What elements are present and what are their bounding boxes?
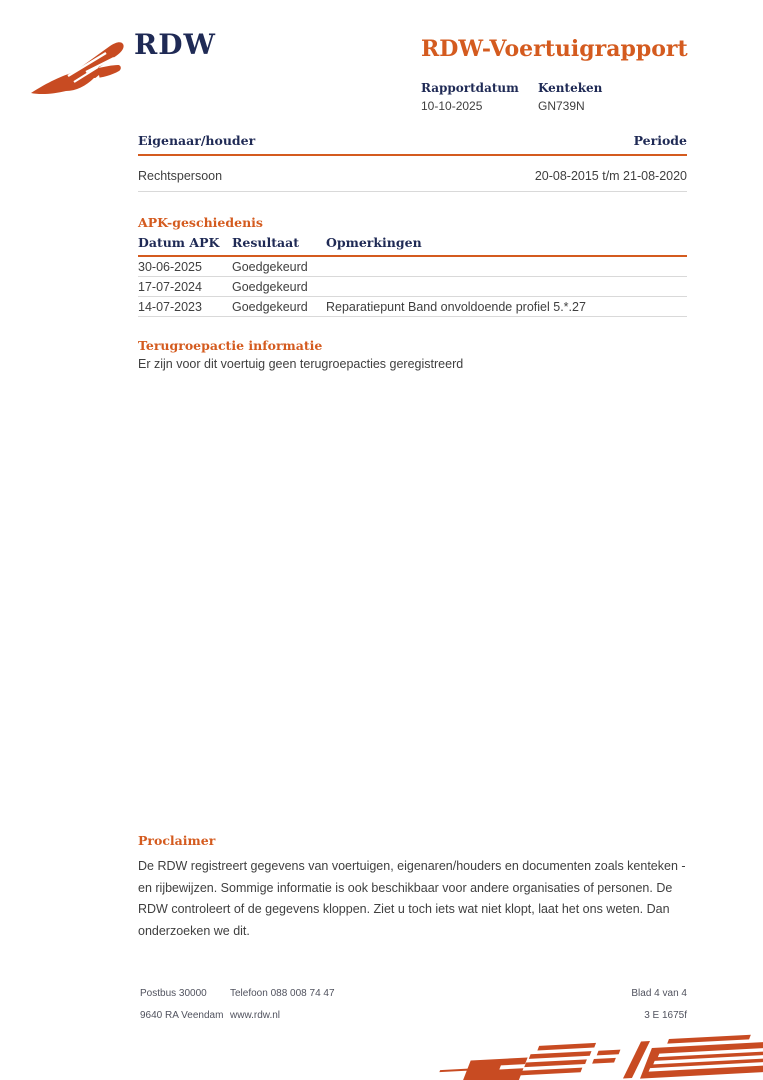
report-meta (421, 81, 655, 113)
footer-address-line1: Postbus 30000 (140, 988, 207, 999)
owner-type: Rechtspersoon (138, 169, 223, 183)
footer-page-number: Blad 4 van 4 (631, 988, 687, 999)
footer-website: www.rdw.nl (230, 1010, 281, 1021)
rapportdatum-value: 10-10-2025 (421, 99, 483, 113)
owner-section-header (138, 133, 687, 156)
proclaimer-body: De RDW registreert gegevens van voertuigen, eigenaren/houders en documenten zoals kenteken - en rijbewijzen. Sommige informatie is ook beschikbaar voor andere organisaties of personen. De RDW controleert of de gegevens kloppen. Ziet u toch iets wat niet klopt, laat het ons weten. Dan onderzoeken we dit. (138, 859, 686, 938)
table-row (138, 257, 687, 277)
periode-column-title: Periode (633, 133, 687, 148)
recall-section-title: Terugroepactie informatie (138, 338, 323, 353)
page-title: RDW-Voertuigrapport (421, 36, 688, 62)
cell-resultaat: Goedgekeurd (232, 260, 308, 274)
kenteken-label: Kenteken (538, 81, 603, 95)
col-header-resultaat: Resultaat (232, 235, 299, 250)
cell-opmerkingen: Reparatiepunt Band onvoldoende profiel 5.*.27 (326, 300, 586, 314)
recall-section-body: Er zijn voor dit voertuig geen terugroepacties geregistreerd (138, 357, 464, 371)
owner-row (138, 169, 687, 192)
cell-datum: 14-07-2023 (138, 300, 202, 314)
cell-opmerkingen (326, 280, 687, 294)
col-header-datum-apk: Datum APK (138, 235, 220, 250)
owner-period: 20-08-2015 t/m 21-08-2020 (534, 169, 687, 183)
rapportdatum-label: Rapportdatum (421, 81, 519, 95)
owner-section-title: Eigenaar/houder (138, 133, 256, 148)
footer-doc-code: 3 E 1675f (644, 1010, 687, 1021)
kenteken-value: GN739N (538, 99, 585, 113)
footer-phone: Telefoon 088 008 74 47 (230, 988, 335, 999)
rdw-flag-logo-icon (28, 36, 124, 100)
col-header-opmerkingen: Opmerkingen (326, 235, 422, 250)
field-rapportdatum (421, 81, 538, 113)
table-row (138, 277, 687, 297)
proclaimer-title: Proclaimer (138, 833, 216, 848)
rdw-wordmark: RDW (134, 28, 216, 61)
footer-address-line2: 9640 RA Veendam (140, 1010, 224, 1021)
cell-datum: 30-06-2025 (138, 260, 202, 274)
table-row (138, 297, 687, 317)
cell-opmerkingen (326, 260, 687, 274)
apk-section-title: APK-geschiedenis (138, 215, 263, 230)
cell-resultaat: Goedgekeurd (232, 300, 308, 314)
rdw-stripes-decoration-icon (425, 1031, 763, 1080)
field-kenteken (538, 81, 655, 113)
apk-table-header-row (138, 235, 687, 257)
cell-datum: 17-07-2024 (138, 280, 202, 294)
apk-history-table (138, 235, 687, 317)
cell-resultaat: Goedgekeurd (232, 280, 308, 294)
